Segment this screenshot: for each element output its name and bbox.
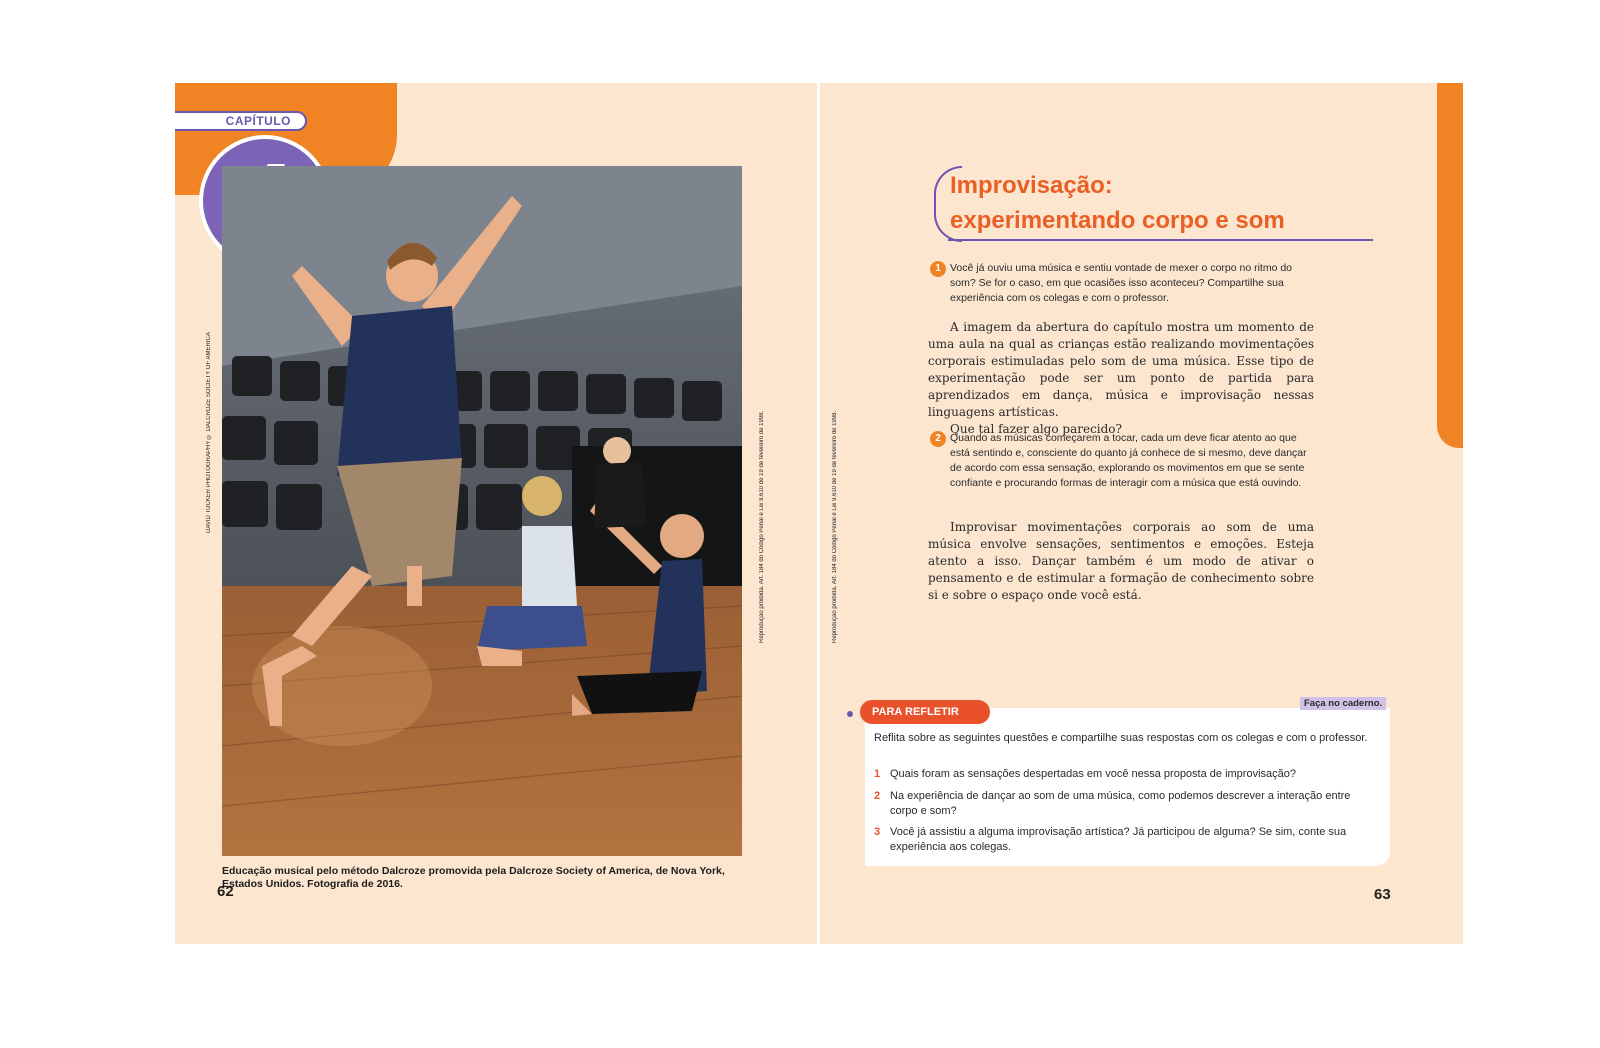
question-number: 2 — [874, 790, 881, 802]
question-number-badge: 2 — [930, 431, 946, 447]
question-number: 1 — [874, 768, 881, 780]
activity-question-2 — [935, 431, 1315, 491]
question-text: Quando as músicas começarem a tocar, cada um deve ficar atento ao que está sentindo e, consciente do quanto já conhece de si mesmo, deve dançar de acordo com essa sensação, explorando os movimentos em que se sente confiante e procurando formas de interagir com a música que está ouvindo. — [950, 432, 1307, 489]
right-page — [820, 83, 1463, 944]
question-number: 3 — [874, 826, 881, 838]
body-paragraph-1 — [928, 319, 1314, 438]
page-number: 63 — [1374, 886, 1391, 903]
dance-class-photo-illustration — [222, 166, 742, 856]
chapter-title — [950, 168, 1285, 238]
question-number-badge: 1 — [930, 261, 946, 277]
title-line-2: experimentando corpo e som — [950, 207, 1285, 234]
paragraph-text: Improvisar movimentações corporais ao som de uma música envolve sensações, sentimentos e emoções. Esteja atento a isso. Dançar também é um modo de ativar o pensamento e de estimular a formação de conhecimento sobre si e sobre o espaço onde você está. — [928, 520, 1314, 602]
paragraph-text: Que tal fazer algo parecido? — [950, 422, 1122, 436]
page-number: 62 — [217, 883, 234, 900]
chapter-opening-photo — [222, 166, 742, 856]
legal-notice: Reprodução proibida. Art. 184 do Código Penal e Lei 9.610 de 19 de fevereiro de 1998. — [759, 410, 765, 643]
left-page — [175, 83, 817, 944]
chapter-label: CAPÍTULO — [175, 111, 307, 131]
reflection-tag: PARA REFLETIR — [860, 700, 990, 724]
reflection-question — [874, 789, 1374, 819]
activity-question-1 — [935, 261, 1315, 306]
title-line-1: Improvisação: — [950, 172, 1113, 199]
legal-notice: Reprodução proibida. Art. 184 do Código Penal e Lei 9.610 de 19 de fevereiro de 1998. — [832, 410, 838, 643]
edge-decoration — [1437, 83, 1463, 448]
reflection-question — [874, 767, 1374, 782]
bullet-dot-icon — [847, 711, 853, 717]
paragraph-text: A imagem da abertura do capítulo mostra um momento de uma aula na qual as crianças estão realizando movimentações corporais estimuladas pelo som de uma música. Esse tipo de experimentação pode ser um ponto de partida para aprendizados em dança, música e improvisação nessas linguagens artísticas. — [928, 320, 1314, 419]
notebook-label: Faça no caderno. — [1300, 697, 1386, 710]
body-paragraph-2 — [928, 519, 1314, 604]
question-text: Na experiência de dançar ao som de uma música, como podemos descrever a interação entre corpo e som? — [890, 790, 1351, 817]
photo-credit: DAVID TUCKER PHOTOGRAPHY © DALCROZE SOCIETY OF AMERICA — [206, 332, 212, 533]
reflection-question — [874, 825, 1374, 855]
question-text: Você já assistiu a alguma improvisação artística? Já participou de alguma? Se sim, conte sua experiência aos colegas. — [890, 826, 1347, 853]
reflection-intro: Reflita sobre as seguintes questões e compartilhe suas respostas com os colegas e com o professor. — [874, 732, 1368, 744]
question-text: Você já ouviu uma música e sentiu vontade de mexer o corpo no ritmo do som? Se for o caso, em que ocasiões isso aconteceu? Compartilhe sua experiência com os colegas e com o professor. — [950, 262, 1293, 304]
question-text: Quais foram as sensações despertadas em você nessa proposta de improvisação? — [890, 768, 1296, 780]
photo-caption: Educação musical pelo método Dalcroze promovida pela Dalcroze Society of America, de Nova York, Estados Unidos. Fotografia de 2016. — [222, 865, 725, 890]
title-underline — [948, 239, 1373, 241]
